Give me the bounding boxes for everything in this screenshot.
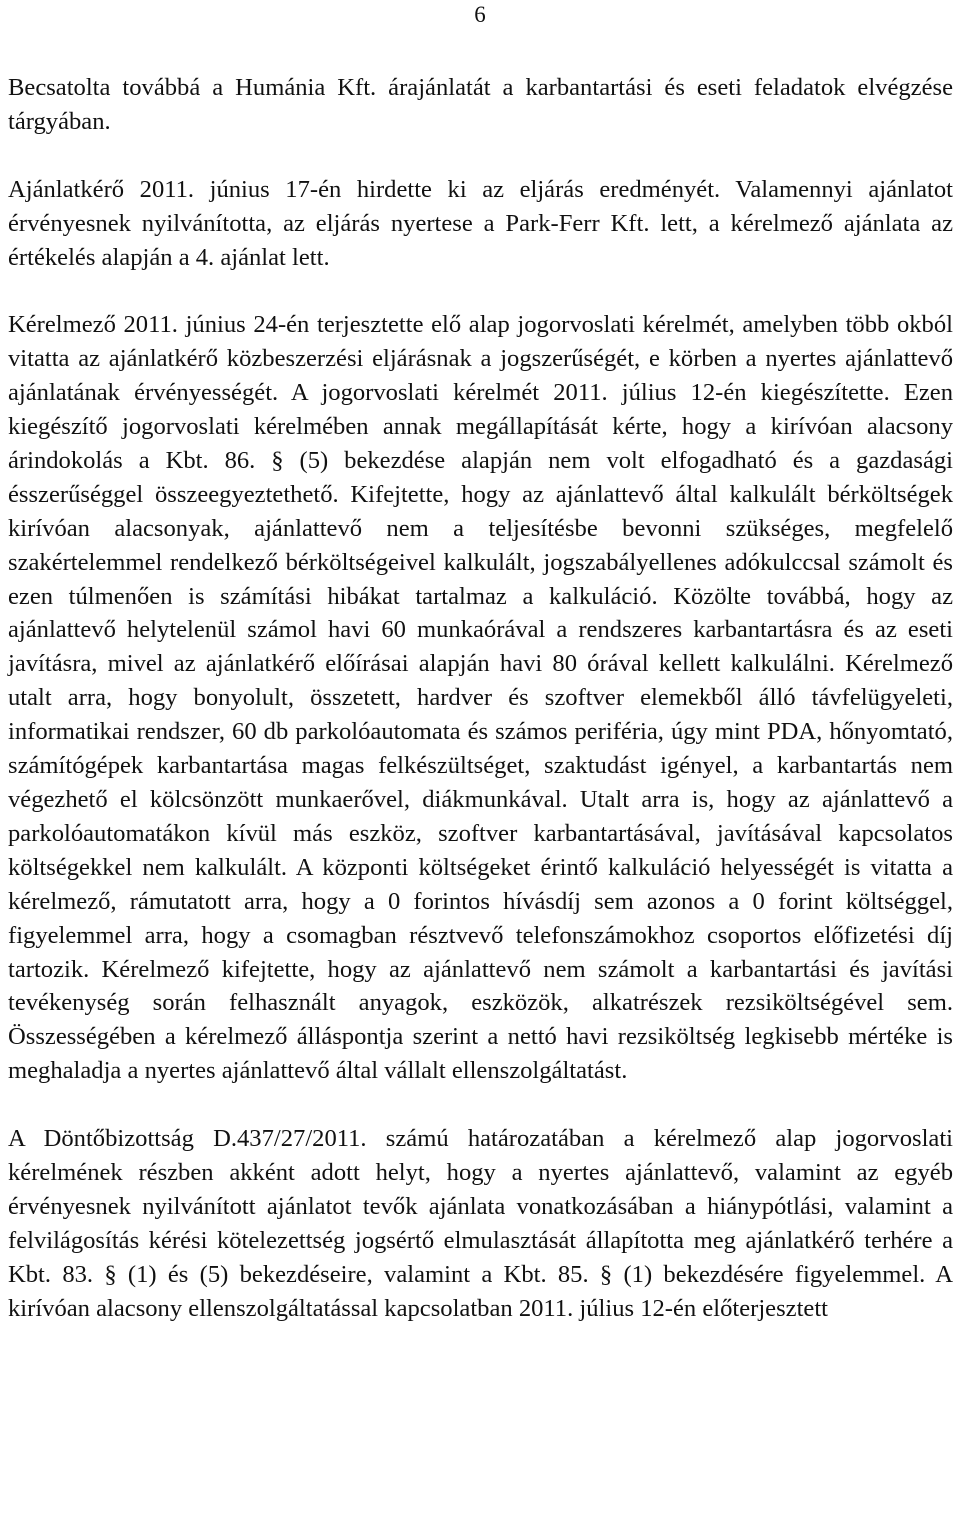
paragraph-humania-offer: Becsatolta továbbá a Humánia Kft. árajánlatát a karbantartási és eseti feladatok elvégzése tárgyában.: [8, 74, 953, 135]
page-number: 6: [474, 2, 486, 27]
paragraph-board-decision: A Döntőbizottság D.437/27/2011. számú határozatában a kérelmező alap jogorvoslati kérelmének részben akként adott helyt, hogy a nyertes ajánlattevő, valamint az egyéb érvényesnek nyilvánított ajánlatot tevők ajánlata vonatkozásában a hiánypótlási, valamint a felvilágosítás kérési kötelezettség jogsértő elmulasztását állapította meg ajánlatkérő terhére a Kbt. 83. § (1) és (5) bekezdéseire, valamint a Kbt. 85. § (1) bekezdésére figyelemmel. A kirívóan alacsony ellenszolgáltatással kapcsolatban 2011. július 12-én előterjesztett: [8, 1125, 953, 1322]
paragraph-result-announcement: Ajánlatkérő 2011. június 17-én hirdette ki az eljárás eredményét. Valamennyi ajánlatot érvényesnek nyilvánította, az eljárás nyertese a Park-Ferr Kft. lett, a kérelmező ajánlata az értékelés alapján a 4. ajánlat lett.: [8, 175, 953, 271]
document-body: [8, 71, 953, 1325]
paragraph-legal-remedy-request: Kérelmező 2011. június 24-én terjesztette elő alap jogorvoslati kérelmét, amelyben több okból vitatta az ajánlatkérő közbeszerzési eljárásnak a jogszerűségét, e körben a nyertes ajánlattevő ajánlatának érvényességét. A jogorvoslati kérelmét 2011. július 12-én kiegészítette. Ezen kiegészítő jogorvoslati kérelmében annak megállapítását kérte, hogy a kirívóan alacsony árindokolás a Kbt. 86. § (5) bekezdése alapján nem volt elfogadható és a gazdasági ésszerűséggel összeegyeztethető. Kifejtette, hogy az ajánlattevő által kalkulált bérköltségek kirívóan alacsonyak, ajánlattevő nem a teljesítésbe bevonni szükséges, megfelelő szakértelemmel rendelkező bérköltségeivel kalkulált, jogszabályellenes adókulccsal számolt és ezen túlmenően is számítási hibákat tartalmaz a kalkuláció. Közölte továbbá, hogy az ajánlattevő helytelenül számol havi 60 munkaórával a rendszeres karbantartásra és az eseti javításra, mivel az ajánlatkérő előírásai alapján havi 80 órával kellett kalkulálni. Kérelmező utalt arra, hogy bonyolult, összetett, hardver és szoftver elemekből álló távfelügyeleti, informatikai rendszer, 60 db parkolóautomata és számos periféria, úgy mint PDA, hőnyomtató, számítógépek karbantartása magas felkészültséget, szaktudást igényel, a karbantartás nem végezhető el kölcsönzött munkaerővel, diákmunkával. Utalt arra is, hogy az ajánlattevő a parkolóautomatákon kívül más eszköz, szoftver karbantartásával, javításával kapcsolatos költségekkel nem kalkulált. A központi költségeket érintő kalkuláció helyességét is vitatta a kérelmező, rámutatott arra, hogy a 0 forintos hívásdíj sem azonos a 0 forint költséggel, figyelemmel arra, hogy a csomagban résztvevő telefonszámokhoz csoportos előfizetési díj tartozik. Kérelmező kifejtette, hogy az ajánlattevő nem számolt a karbantartási és javítási tevékenység során felhasznált anyagok, eszközök, alkatrészek rezsiköltségével sem. Összességében a kérelmező álláspontja szerint a nettó havi rezsiköltség legkisebb mértéke is meghaladja a nyertes ajánlattevő által vállalt ellenszolgáltatást.: [8, 311, 953, 1085]
